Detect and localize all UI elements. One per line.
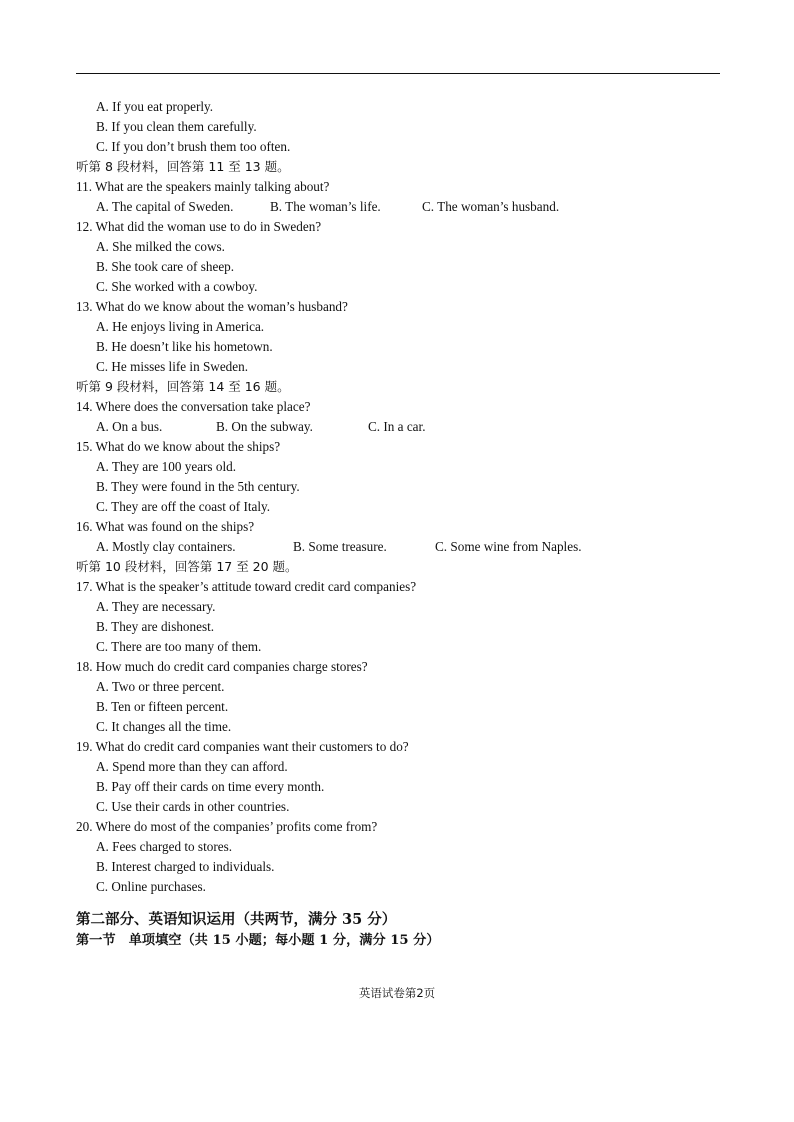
question-stem: 13. What do we know about the woman’s husband? xyxy=(76,299,348,314)
question-stem: 16. What was found on the ships? xyxy=(76,519,255,534)
answer-option: B. The woman’s life. xyxy=(270,199,381,214)
answer-option: A. They are necessary. xyxy=(96,599,216,614)
question-stem: 17. What is the speaker’s attitude toward credit card companies? xyxy=(76,579,417,594)
question-stem: 11. What are the speakers mainly talking about? xyxy=(76,179,330,194)
answer-option: B. He doesn’t like his hometown. xyxy=(96,339,273,354)
listening-instruction: 听第 10 段材料，回答第 17 至 20 题。 xyxy=(76,559,298,574)
answer-option: C. It changes all the time. xyxy=(96,719,232,734)
answer-option: B. They were found in the 5th century. xyxy=(96,479,300,494)
answer-option: A. On a bus. xyxy=(96,419,163,434)
option-row xyxy=(76,537,736,557)
answer-option: B. Interest charged to individuals. xyxy=(96,859,275,874)
listening-instruction: 听第 9 段材料，回答第 14 至 16 题。 xyxy=(76,379,290,394)
header-rule xyxy=(76,73,720,74)
answer-option: A. Fees charged to stores. xyxy=(96,839,232,854)
answer-option: A. Mostly clay containers. xyxy=(96,539,236,554)
answer-option: C. Some wine from Naples. xyxy=(435,539,582,554)
answer-option: C. He misses life in Sweden. xyxy=(96,359,249,374)
subsection-title: 第一节 单项填空（共 15 小题；每小题 1 分，满分 15 分） xyxy=(76,933,440,948)
option-row xyxy=(76,417,736,437)
answer-option: A. She milked the cows. xyxy=(96,239,225,254)
listening-instruction: 听第 8 段材料，回答第 11 至 13 题。 xyxy=(76,159,290,174)
answer-option: B. On the subway. xyxy=(216,419,313,434)
answer-option: C. If you don’t brush them too often. xyxy=(96,139,291,154)
answer-option: B. Some treasure. xyxy=(293,539,387,554)
page-footer: 英语试卷第2页 xyxy=(358,986,436,1000)
answer-option: A. If you eat properly. xyxy=(96,99,214,114)
answer-option: C. Online purchases. xyxy=(96,879,206,894)
answer-option: C. The woman’s husband. xyxy=(422,199,560,214)
exam-content xyxy=(76,97,736,951)
question-stem: 14. Where does the conversation take place? xyxy=(76,399,311,414)
answer-option: A. He enjoys living in America. xyxy=(96,319,265,334)
answer-option: B. They are dishonest. xyxy=(96,619,215,634)
question-stem: 15. What do we know about the ships? xyxy=(76,439,281,454)
question-stem: 12. What did the woman use to do in Sweden? xyxy=(76,219,322,234)
question-stem: 19. What do credit card companies want their customers to do? xyxy=(76,739,409,754)
question-list xyxy=(76,97,736,897)
answer-option: B. If you clean them carefully. xyxy=(96,119,257,134)
answer-option: C. Use their cards in other countries. xyxy=(96,799,290,814)
answer-option: A. Spend more than they can afford. xyxy=(96,759,288,774)
question-stem: 18. How much do credit card companies charge stores? xyxy=(76,659,368,674)
answer-option: B. Ten or fifteen percent. xyxy=(96,699,229,714)
option-row xyxy=(76,197,736,217)
section-spacer xyxy=(76,897,736,909)
answer-option: A. The capital of Sweden. xyxy=(96,199,234,214)
answer-option: C. They are off the coast of Italy. xyxy=(96,499,271,514)
answer-option: A. Two or three percent. xyxy=(96,679,225,694)
answer-option: A. They are 100 years old. xyxy=(96,459,237,474)
section-title: 第二部分、英语知识运用（共两节，满分 35 分） xyxy=(76,911,397,928)
question-stem: 20. Where do most of the companies’ profits come from? xyxy=(76,819,378,834)
answer-option: B. She took care of sheep. xyxy=(96,259,235,274)
answer-option: C. She worked with a cowboy. xyxy=(96,279,258,294)
answer-option: C. There are too many of them. xyxy=(96,639,262,654)
answer-option: C. In a car. xyxy=(368,419,426,434)
answer-option: B. Pay off their cards on time every month. xyxy=(96,779,325,794)
